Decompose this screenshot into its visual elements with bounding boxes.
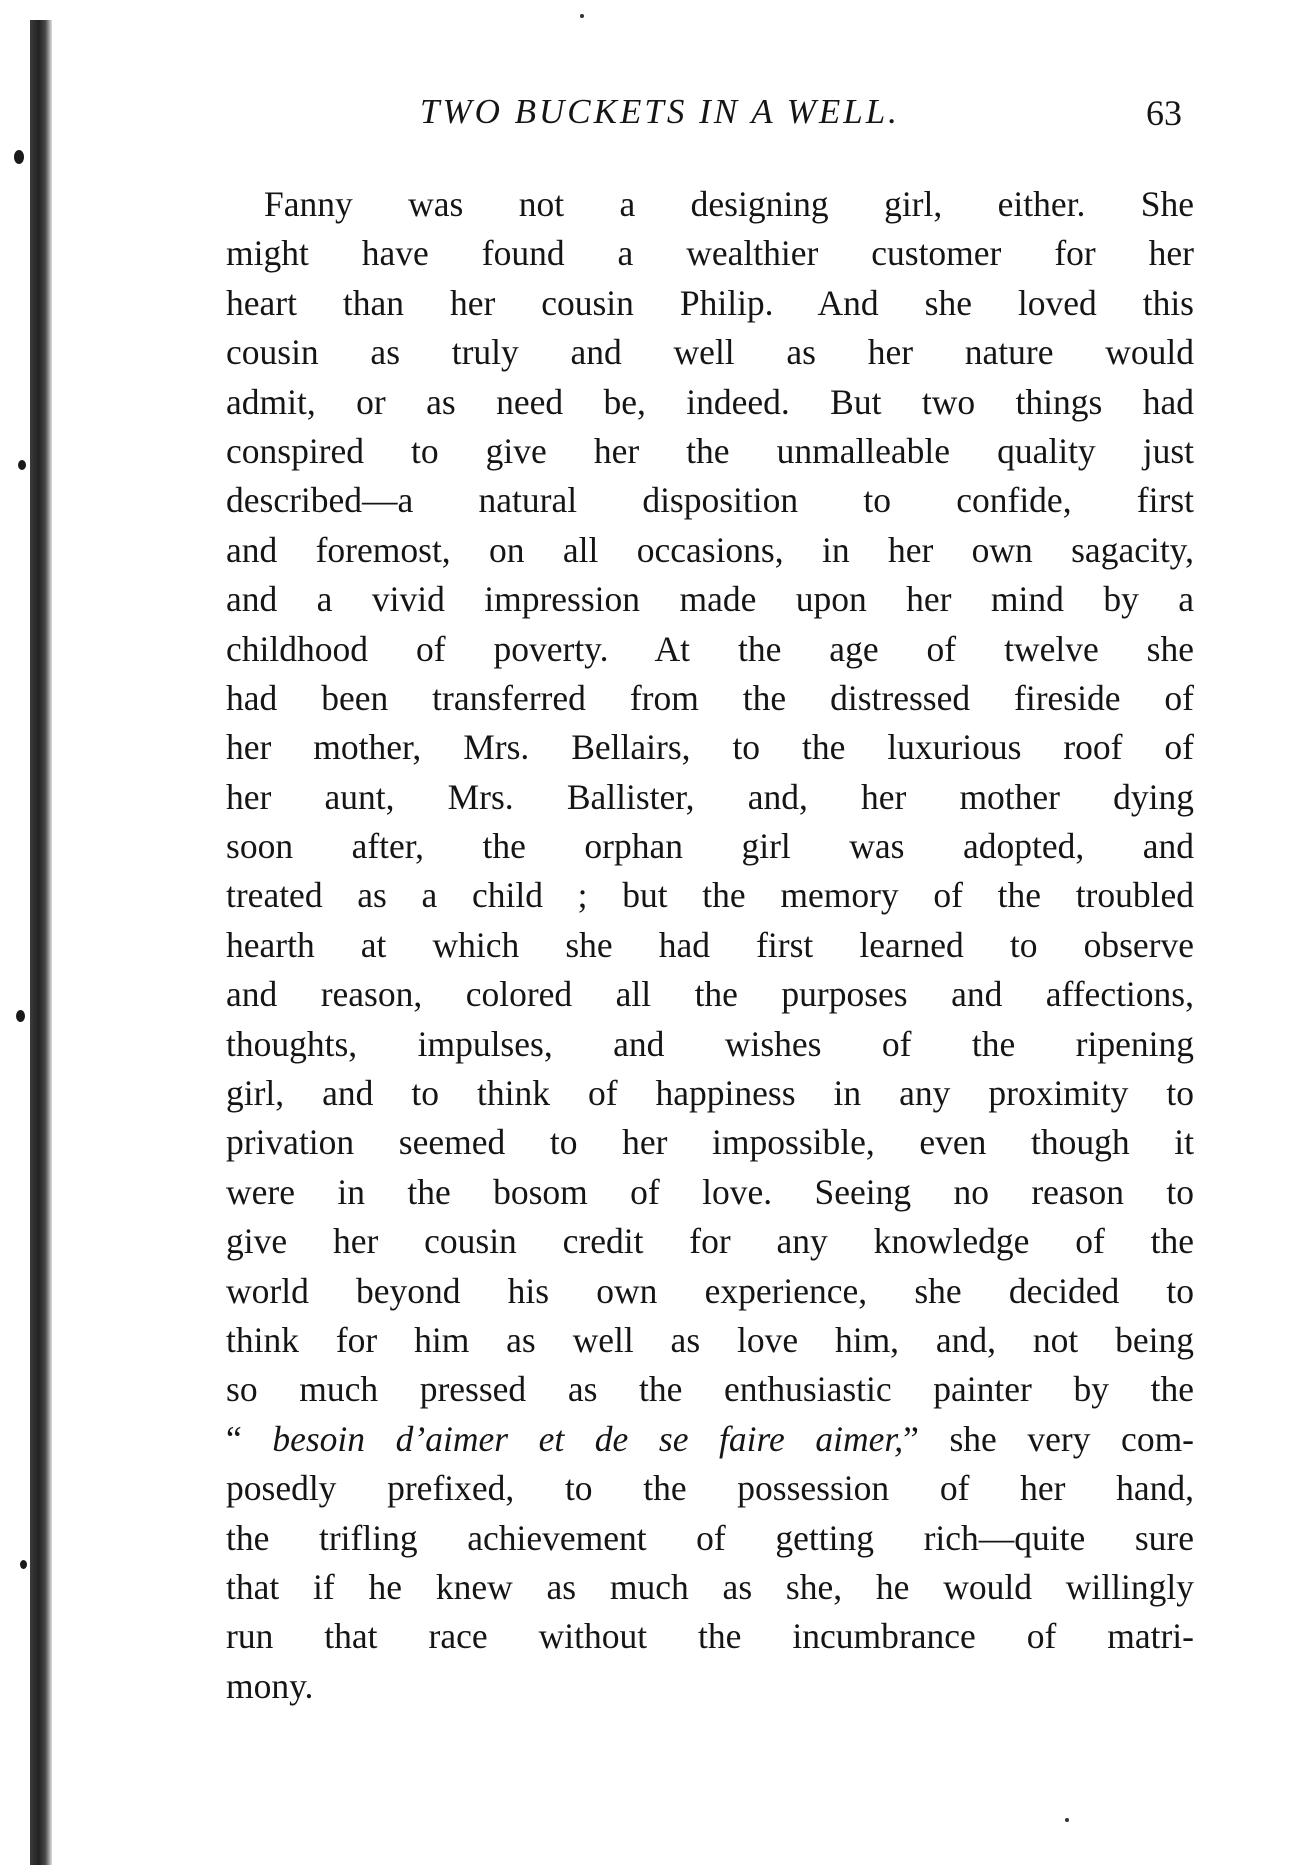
text-line: that if he knew as much as she, he would willingly: [226, 1566, 1194, 1607]
open-quote: “: [226, 1418, 242, 1459]
text-line: and reason, colored all the purposes and affections,: [226, 974, 1194, 1015]
running-head: [230, 92, 1200, 142]
text-line: had been transferred from the distressed fireside of: [226, 677, 1194, 718]
binding-speck: [16, 1010, 25, 1022]
french-phrase: besoin d’aimer et de se faire aimer,: [272, 1418, 904, 1459]
text-line: posedly prefixed, to the possession of her hand,: [226, 1468, 1194, 1509]
running-title: TWO BUCKETS IN A WELL.: [420, 92, 900, 131]
text-line: thoughts, impulses, and wishes of the ripening: [226, 1023, 1194, 1064]
text-line: cousin as truly and well as her nature would: [226, 332, 1194, 373]
text-line: conspired to give her the unmalleable quality just: [226, 430, 1194, 471]
text-line: girl, and to think of happiness in any proximity to: [226, 1073, 1194, 1114]
text-line: admit, or as need be, indeed. But two things had: [226, 381, 1194, 422]
text-line: and foremost, on all occasions, in her own sagacity,: [226, 529, 1194, 570]
print-speck: [580, 14, 584, 18]
page-number: 63: [1146, 93, 1182, 133]
text-line: run that race without the incumbrance of matri-: [226, 1616, 1194, 1657]
page-binding-edge: [30, 20, 52, 1865]
text-line: were in the bosom of love. Seeing no reason to: [226, 1171, 1194, 1212]
text-line: privation seemed to her impossible, even though it: [226, 1122, 1194, 1163]
text-line: mony.: [226, 1665, 314, 1706]
body-text: [226, 180, 1194, 1711]
text-line: world beyond his own experience, she decided to: [226, 1270, 1194, 1311]
text-line: her aunt, Mrs. Ballister, and, her mother dying: [226, 776, 1194, 817]
text-line: might have found a wealthier customer for her: [226, 233, 1194, 274]
text-line: Fanny was not a designing girl, either. She: [264, 184, 1194, 224]
text-line: childhood of poverty. At the age of twelve she: [226, 628, 1194, 669]
close-quote: ”: [903, 1418, 919, 1459]
text-line: hearth at which she had first learned to observe: [226, 924, 1194, 965]
text-line: give her cousin credit for any knowledge of the: [226, 1221, 1194, 1262]
print-speck: [1065, 1818, 1069, 1822]
text-line: described—a natural disposition to confide, first: [226, 480, 1194, 521]
quote-line-rest: she very com-: [918, 1418, 1195, 1459]
quote-line: [226, 1415, 1194, 1464]
text-line: soon after, the orphan girl was adopted, and: [226, 826, 1194, 867]
text-line: her mother, Mrs. Bellairs, to the luxurious roof of: [226, 727, 1194, 768]
text-line: heart than her cousin Philip. And she loved this: [226, 282, 1194, 323]
binding-speck: [18, 460, 26, 470]
text-line: treated as a child ; but the memory of the troubled: [226, 875, 1194, 916]
text-line: so much pressed as the enthusiastic painter by the: [226, 1369, 1194, 1410]
binding-speck: [20, 1560, 27, 1569]
binding-speck: [14, 150, 24, 164]
text-line: and a vivid impression made upon her mind by a: [226, 579, 1194, 620]
text-line: think for him as well as love him, and, not being: [226, 1319, 1194, 1360]
text-line: the trifling achievement of getting rich—quite sure: [226, 1517, 1194, 1558]
